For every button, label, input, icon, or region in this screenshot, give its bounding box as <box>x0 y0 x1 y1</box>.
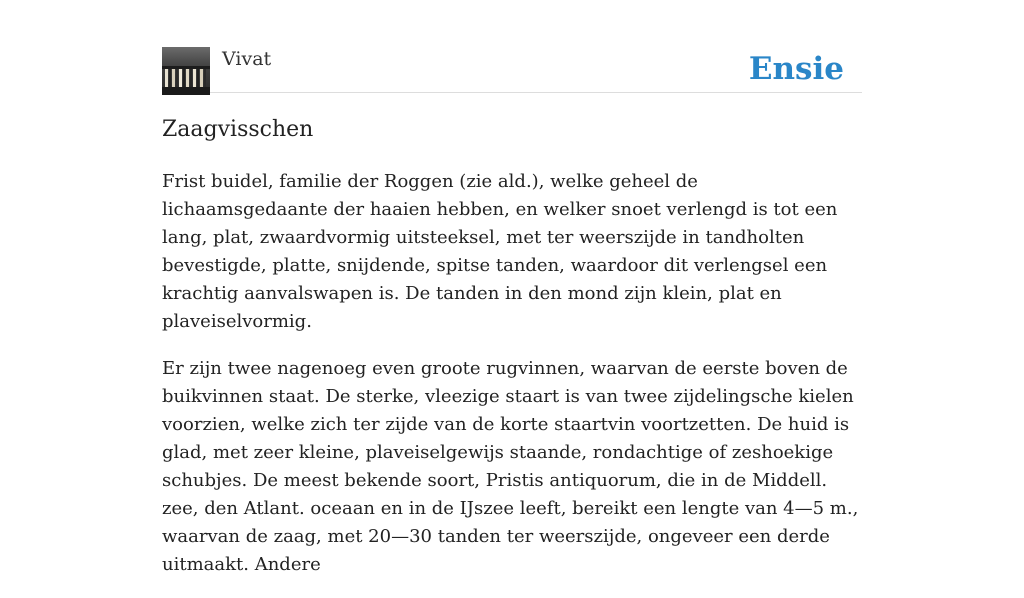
article-body <box>162 168 864 598</box>
article-title: Zaagvisschen <box>162 117 314 142</box>
books-photo-avatar-icon <box>162 47 210 95</box>
article-paragraph-2: Er zijn twee nagenoeg even groote rugvinnen, waarvan de eerste boven de buikvinnen staat. De sterke, vleezige staart is van twee zijdelingsche kielen voorzien, welke zich ter zijde van de korte staartvin voortzetten. De huid is glad, met zeer kleine, plaveiselgewijs staande, rondachtige of zeshoekige schubjes. De meest bekende soort, Pristis antiquorum, die in de Middell. zee, den Atlant. oceaan en in de IJszee leeft, bereikt een lengte van 4—5 m., waarvan de zaag, met 20—30 tanden ter weerszijde, ongeveer een derde uitmaakt. Andere <box>162 358 859 575</box>
header <box>162 46 862 93</box>
brand-logo[interactable]: Ensie <box>748 51 844 87</box>
author-avatar[interactable] <box>162 47 210 95</box>
article-paragraph-1: Frist buidel, familie der Roggen (zie ald.), welke geheel de lichaamsgedaante der haaien hebben, en welker snoet verlengd is tot een lang, plat, zwaardvormig uitsteeksel, met ter weerszijde in tandholten bevestigde, platte, snijdende, spitse tanden, waardoor dit verlengsel een krachtig aanvalswapen is. De tanden in den mond zijn klein, plat en plaveiselvormig. <box>162 171 838 332</box>
author-name[interactable]: Vivat <box>222 48 272 70</box>
